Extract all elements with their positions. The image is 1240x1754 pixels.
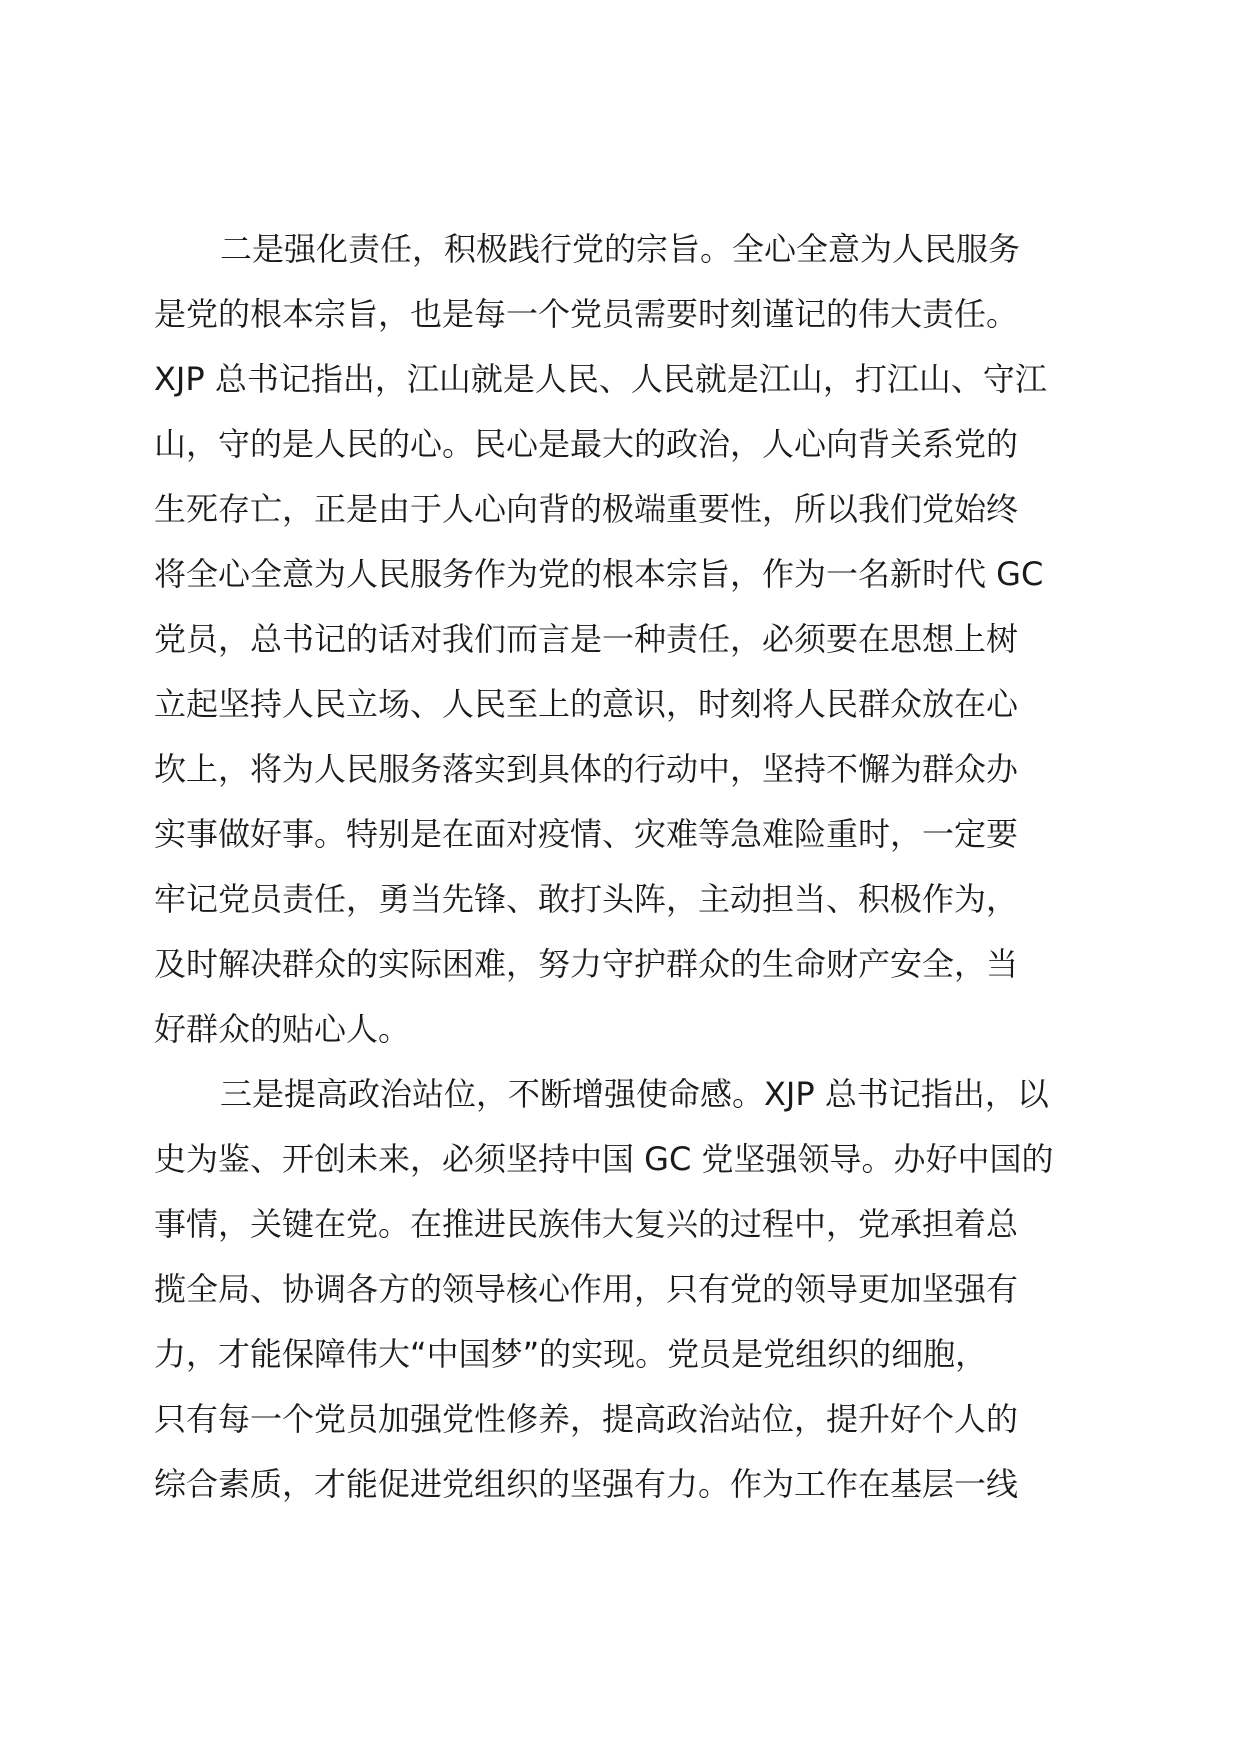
paragraph-line: 只有每一个党员加强党性修养，提高政治站位，提升好个人的 [154, 1400, 1019, 1438]
paragraph-line: 生死存亡，正是由于人心向背的极端重要性，所以我们党始终 [154, 490, 1019, 528]
paragraph-line: 好群众的贴心人。 [154, 1010, 411, 1048]
paragraph-line: 山，守的是人民的心。民心是最大的政治，人心向背关系党的 [154, 425, 1019, 463]
paragraph-political-standing [154, 1062, 1094, 1517]
paragraph-line: 牢记党员责任，勇当先锋、敢打头阵，主动担当、积极作为， [154, 880, 1019, 918]
paragraph-line: 史为鉴、开创未来，必须坚持中国 GC 党坚强领导。办好中国的 [154, 1140, 1054, 1178]
paragraph-line: 力，才能保障伟大“中国梦”的实现。党员是党组织的细胞， [154, 1335, 988, 1373]
paragraph-line: 党员，总书记的话对我们而言是一种责任，必须要在思想上树 [154, 620, 1019, 658]
paragraph-line: 立起坚持人民立场、人民至上的意识，时刻将人民群众放在心 [154, 685, 1019, 723]
paragraph-line: XJP 总书记指出，江山就是人民、人民就是江山，打江山、守江 [154, 360, 1047, 398]
paragraph-line: 二是强化责任，积极践行党的宗旨。全心全意为人民服务 [220, 230, 1021, 268]
paragraph-line: 是党的根本宗旨，也是每一个党员需要时刻谨记的伟大责任。 [154, 295, 1019, 333]
paragraph-line: 综合素质，才能促进党组织的坚强有力。作为工作在基层一线 [154, 1465, 1019, 1503]
paragraph-line: 事情，关键在党。在推进民族伟大复兴的过程中，党承担着总 [154, 1205, 1019, 1243]
paragraph-line: 将全心全意为人民服务作为党的根本宗旨，作为一名新时代 GC [154, 555, 1044, 593]
paragraph-line: 实事做好事。特别是在面对疫情、灾难等急难险重时，一定要 [154, 815, 1019, 853]
document-body [154, 217, 1094, 1517]
paragraph-line: 三是提高政治站位，不断增强使命感。XJP 总书记指出，以 [220, 1075, 1049, 1113]
paragraph-line: 及时解决群众的实际困难，努力守护群众的生命财产安全，当 [154, 945, 1019, 983]
paragraph-responsibility [154, 217, 1094, 1062]
paragraph-line: 坎上，将为人民服务落实到具体的行动中，坚持不懈为群众办 [154, 750, 1019, 788]
paragraph-line: 揽全局、协调各方的领导核心作用，只有党的领导更加坚强有 [154, 1270, 1019, 1308]
